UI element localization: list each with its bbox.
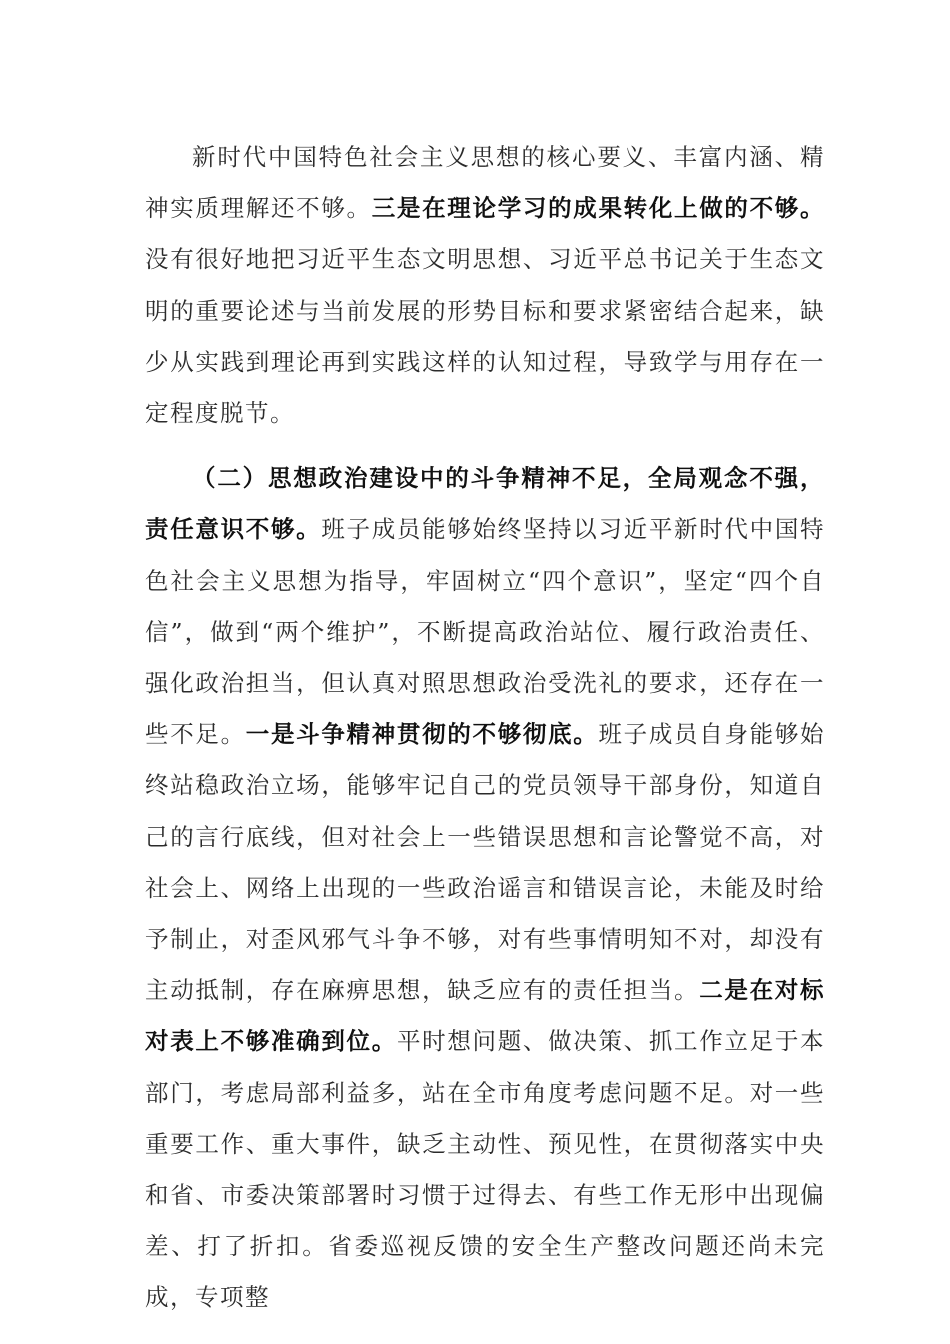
paragraph-2-text-3: 平时想问题、做决策、抓工作立足于本部门，考虑局部利益多，站在全市角度考虑问题不足。对一些重要工作、重大事件，缺乏主动性、预见性，在贯彻落实中央和省、市委决策部署时习惯于过得去、有些工作无形中出现偏差、打了折扣。省委巡视反馈的安全生产整改问题还尚未完成，专项整 xyxy=(145,1027,826,1312)
paragraph-1-text-2: 没有很好地把习近平生态文明思想、习近平总书记关于生态文明的重要论述与当前发展的形势目标和要求紧密结合起来，缺少从实践到理论再到实践这样的认知过程，导致学与用存在一定程度脱节。 xyxy=(145,245,825,428)
paragraph-1-heading-3: 三是在理论学习的成果转化上做的不够。 xyxy=(371,194,826,223)
paragraph-2-text: 班子成员能够始终坚持以习近平新时代中国特色社会主义思想为指导，牢固树立“四个意识”，坚定“四个自信”，做到“两个维护”，不断提高政治站位、履行政治责任、强化政治担当，但认真对照思想政治受洗礼的要求，还存在一些不足。 xyxy=(145,515,826,749)
section-heading-2: （二）思想政治建设中的斗争精神不足，全局观念不强，责任意识不够。 xyxy=(145,464,825,544)
document-body xyxy=(145,132,825,1324)
paragraph-2 xyxy=(145,453,825,1323)
point-heading-1: 一是斗争精神贯彻的不够彻底。 xyxy=(245,720,599,749)
paragraph-2-text-2: 班子成员自身能够始终站稳政治立场，能够牢记自己的党员领导干部身份，知道自己的言行底线，但对社会上一些错误思想和言论警觉不高，对社会上、网络上出现的一些政治谣言和错误言论，未能及时给予制止，对歪风邪气斗争不够，对有些事情明知不对，却没有主动抵制，存在麻痹思想，缺乏应有的责任担当。 xyxy=(145,720,826,1005)
paragraph-1-text: 新时代中国特色社会主义思想的核心要义、丰富内涵、精神实质理解还不够。 xyxy=(145,143,825,223)
point-heading-2: 二是在对标对表上不够准确到位。 xyxy=(145,976,826,1056)
paragraph-1 xyxy=(145,132,825,439)
